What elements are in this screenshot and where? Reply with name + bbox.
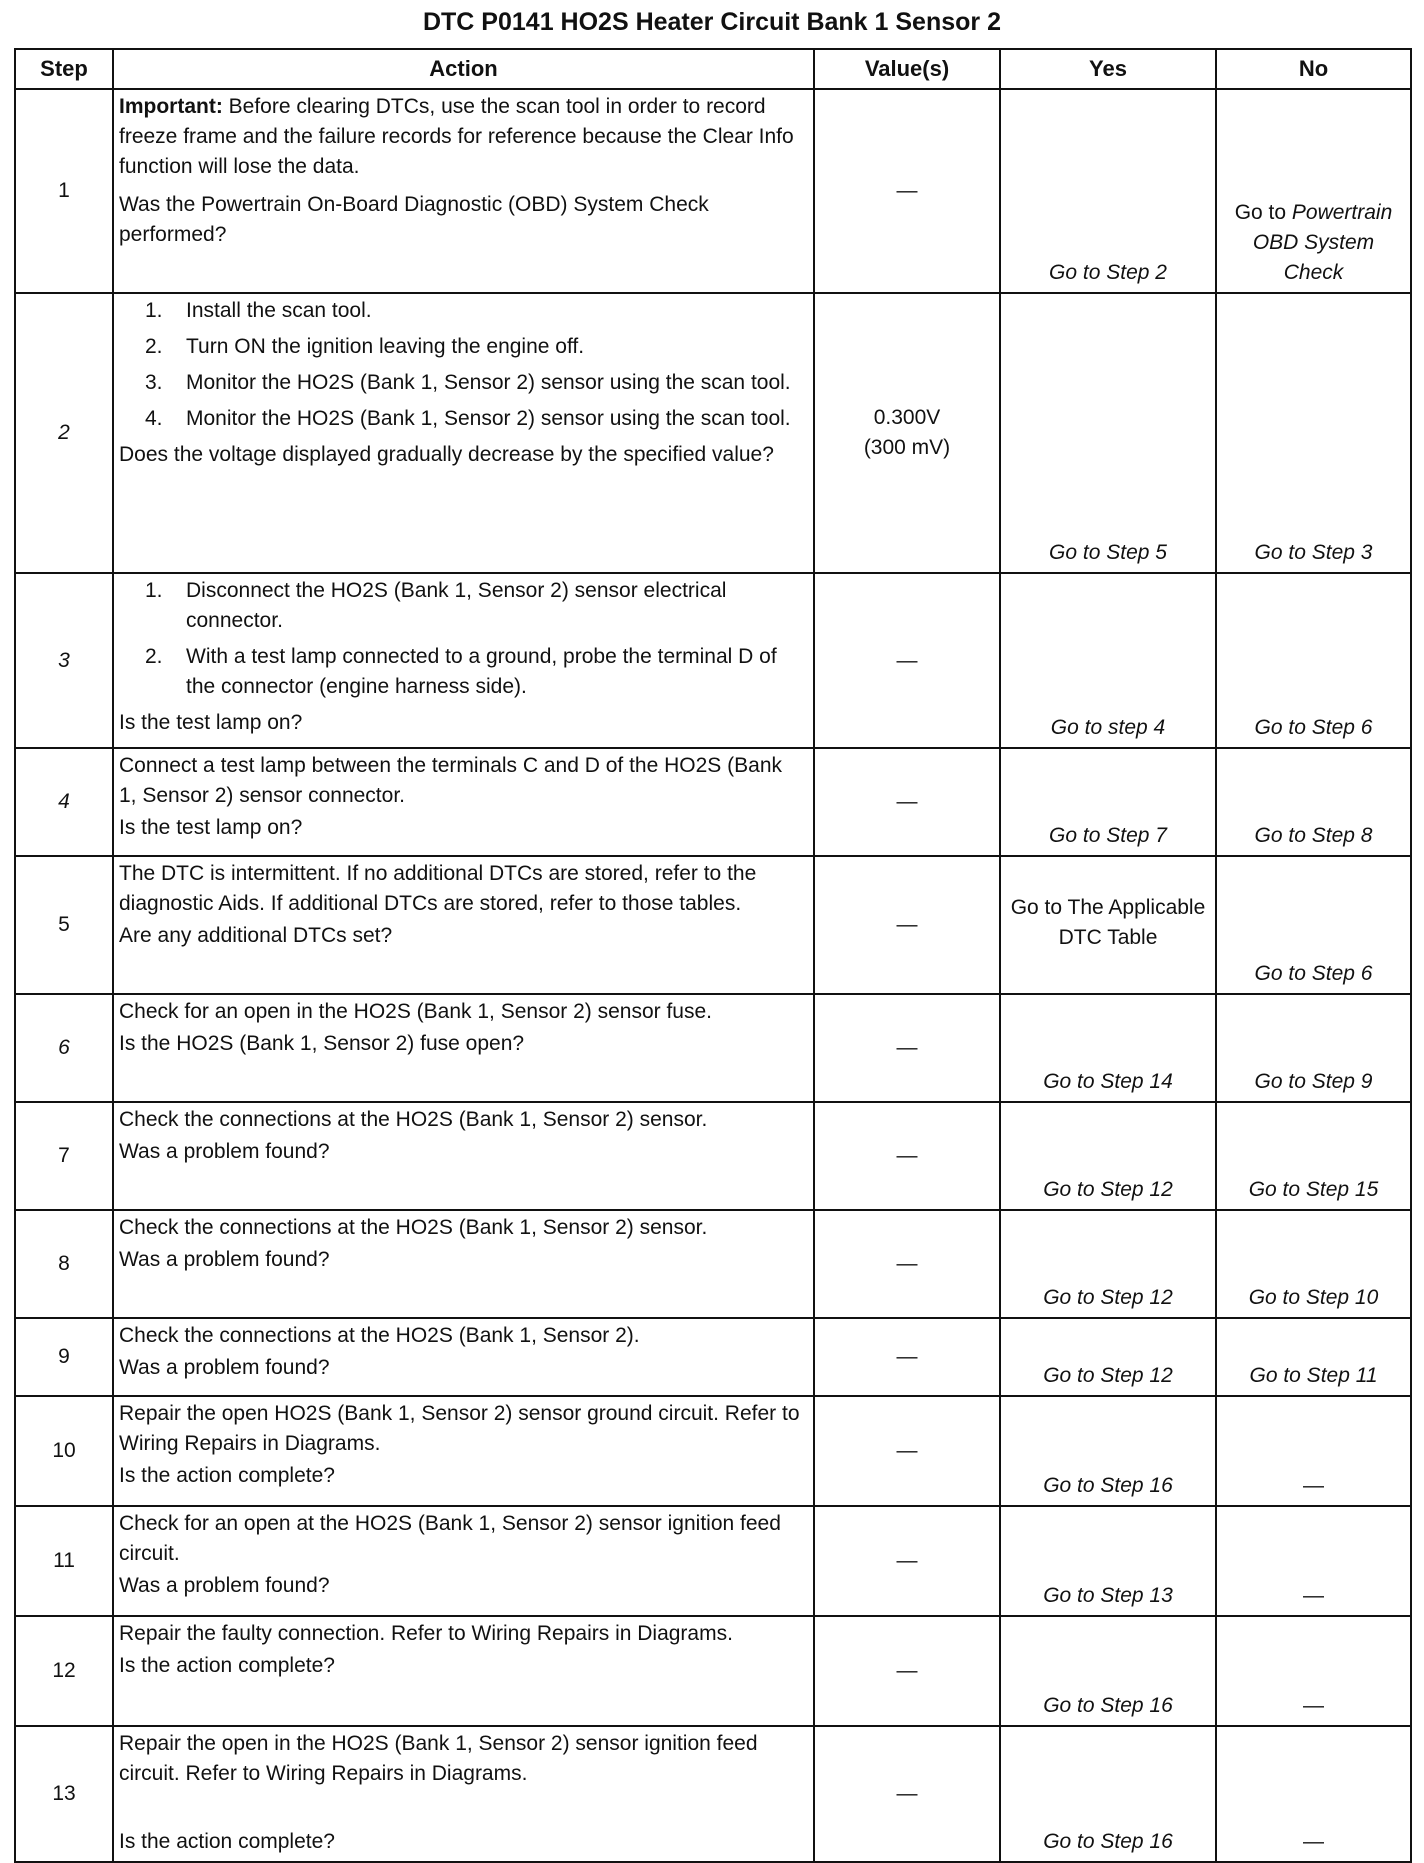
step-number: 6: [15, 994, 113, 1102]
action-cell: [113, 293, 814, 573]
step-number: 7: [15, 1102, 113, 1210]
step-text: Connect a test lamp between the terminals C and D of the HO2S (Bank 1, Sensor 2) sensor connector.: [119, 754, 783, 807]
action-cell: [113, 89, 814, 293]
list-item: 1. Install the scan tool.: [145, 299, 372, 322]
step-number: 8: [15, 1210, 113, 1318]
step-question: Was a problem found?: [119, 1140, 330, 1163]
list-item: 2. With a test lamp connected to a ground, probe the terminal D of the connector (engine harness side).: [145, 645, 777, 698]
table-row: [15, 1616, 1411, 1726]
step-text: Check the connections at the HO2S (Bank 1, Sensor 2) sensor.: [119, 1216, 708, 1239]
value-cell: —: [814, 573, 1000, 748]
step-question: Is the test lamp on?: [119, 711, 303, 734]
step-text: Repair the open HO2S (Bank 1, Sensor 2) sensor ground circuit. Refer to Wiring Repairs in Diagrams.: [119, 1402, 800, 1455]
yes-link[interactable]: Go to Step 12: [1000, 1318, 1216, 1396]
table-row: [15, 1318, 1411, 1396]
value-cell: —: [814, 1726, 1000, 1862]
step-text: Check the connections at the HO2S (Bank 1, Sensor 2).: [119, 1324, 640, 1347]
no-cell: —: [1216, 1726, 1411, 1862]
step-number: 13: [15, 1726, 113, 1862]
yes-link[interactable]: Go to Step 5: [1000, 293, 1216, 573]
step-question: Are any additional DTCs set?: [119, 924, 393, 947]
action-cell: [113, 1726, 814, 1862]
table-row: [15, 1102, 1411, 1210]
list-item: 2. Turn ON the ignition leaving the engine off.: [145, 335, 585, 358]
list-item: 4. Monitor the HO2S (Bank 1, Sensor 2) sensor using the scan tool.: [145, 407, 791, 430]
no-link[interactable]: Go to Step 15: [1216, 1102, 1411, 1210]
no-link[interactable]: Go to Step 3: [1216, 293, 1411, 573]
table-header-row: [15, 49, 1411, 89]
important-label: Important:: [119, 95, 223, 118]
value-cell: —: [814, 89, 1000, 293]
table-row: [15, 856, 1411, 994]
action-cell: [113, 994, 814, 1102]
value-cell: —: [814, 856, 1000, 994]
header-values: Value(s): [814, 49, 1000, 89]
step-question: Was a problem found?: [119, 1574, 330, 1597]
no-link[interactable]: Go to Step 6: [1216, 856, 1411, 994]
yes-link[interactable]: Go to Step 16: [1000, 1726, 1216, 1862]
step-question: Is the action complete?: [119, 1654, 335, 1677]
value-cell: —: [814, 994, 1000, 1102]
value-cell: [814, 293, 1000, 573]
step-text: Repair the open in the HO2S (Bank 1, Sensor 2) sensor ignition feed circuit. Refer to Wiring Repairs in Diagrams.: [119, 1732, 758, 1785]
no-link[interactable]: Go to Step 8: [1216, 748, 1411, 856]
no-cell: —: [1216, 1396, 1411, 1506]
important-note: [119, 92, 805, 182]
no-cell: —: [1216, 1616, 1411, 1726]
value-cell: —: [814, 1396, 1000, 1506]
action-cell: [113, 1102, 814, 1210]
no-link[interactable]: Go to Step 6: [1216, 573, 1411, 748]
list-item: 1. Disconnect the HO2S (Bank 1, Sensor 2) sensor electrical connector.: [145, 579, 727, 632]
header-action: Action: [113, 49, 814, 89]
step-question: Was the Powertrain On-Board Diagnostic (OBD) System Check performed?: [119, 193, 709, 246]
value-cell: —: [814, 1102, 1000, 1210]
value-cell: —: [814, 1506, 1000, 1616]
header-step: Step: [15, 49, 113, 89]
header-yes: Yes: [1000, 49, 1216, 89]
table-row: [15, 1210, 1411, 1318]
page-title: DTC P0141 HO2S Heater Circuit Bank 1 Sensor 2: [422, 8, 1001, 36]
action-cell: [113, 1210, 814, 1318]
table-row: [15, 89, 1411, 293]
step-text: Check the connections at the HO2S (Bank 1, Sensor 2) sensor.: [119, 1108, 708, 1131]
no-cell[interactable]: [1216, 89, 1411, 293]
no-prefix: Go to: [1234, 201, 1292, 224]
table-row: [15, 1396, 1411, 1506]
yes-link[interactable]: Go to Step 13: [1000, 1506, 1216, 1616]
no-link[interactable]: Go to Step 9: [1216, 994, 1411, 1102]
value-cell: —: [814, 1318, 1000, 1396]
value-voltage: 0.300V: [873, 406, 941, 429]
action-cell: [113, 748, 814, 856]
yes-link[interactable]: Go to Step 16: [1000, 1616, 1216, 1726]
step-text: The DTC is intermittent. If no additional DTCs are stored, refer to the diagnostic Aids. If additional DTCs are stored, refer to those tables.: [119, 862, 757, 915]
yes-link[interactable]: Go to Step 7: [1000, 748, 1216, 856]
step-number: 2: [15, 293, 113, 573]
action-cell: [113, 1396, 814, 1506]
header-no: No: [1216, 49, 1411, 89]
table-row: [15, 994, 1411, 1102]
step-text: Check for an open at the HO2S (Bank 1, Sensor 2) sensor ignition feed circuit.: [119, 1512, 781, 1565]
step-question: Does the voltage displayed gradually decrease by the specified value?: [119, 443, 774, 466]
action-list: [119, 296, 805, 434]
step-question: Is the HO2S (Bank 1, Sensor 2) fuse open?: [119, 1032, 525, 1055]
yes-link[interactable]: Go to Step 2: [1000, 89, 1216, 293]
yes-link[interactable]: Go to step 4: [1000, 573, 1216, 748]
table-row: [15, 293, 1411, 573]
list-item: 3. Monitor the HO2S (Bank 1, Sensor 2) sensor using the scan tool.: [145, 371, 791, 394]
step-number: 4: [15, 748, 113, 856]
step-number: 12: [15, 1616, 113, 1726]
action-cell: [113, 1616, 814, 1726]
value-cell: —: [814, 1616, 1000, 1726]
step-number: 11: [15, 1506, 113, 1616]
step-question: Is the action complete?: [119, 1464, 335, 1487]
step-question: Was a problem found?: [119, 1356, 330, 1379]
step-question: Was a problem found?: [119, 1248, 330, 1271]
yes-link[interactable]: Go to Step 14: [1000, 994, 1216, 1102]
yes-link[interactable]: Go to Step 16: [1000, 1396, 1216, 1506]
value-millivolts: (300 mV): [863, 436, 951, 459]
yes-link[interactable]: Go to Step 12: [1000, 1210, 1216, 1318]
step-number: 1: [15, 89, 113, 293]
diagnostic-table: [14, 48, 1412, 1863]
value-cell: —: [814, 748, 1000, 856]
no-link[interactable]: Powertrain OBD System Check: [1252, 201, 1393, 284]
action-cell: [113, 1506, 814, 1616]
table-row: [15, 1506, 1411, 1616]
step-number: 3: [15, 573, 113, 748]
yes-link[interactable]: Go to Step 12: [1000, 1102, 1216, 1210]
important-text: Before clearing DTCs, use the scan tool in order to record freeze frame and the failure records for reference because the Clear Info function will lose the data.: [119, 95, 794, 178]
no-link[interactable]: Go to Step 11: [1216, 1318, 1411, 1396]
action-cell: [113, 573, 814, 748]
step-number: 9: [15, 1318, 113, 1396]
step-text: Repair the faulty connection. Refer to Wiring Repairs in Diagrams.: [119, 1622, 733, 1645]
action-list: [119, 576, 805, 702]
no-cell: —: [1216, 1506, 1411, 1616]
action-cell: [113, 856, 814, 994]
step-question: Is the test lamp on?: [119, 816, 303, 839]
table-row: [15, 573, 1411, 748]
table-row: [15, 1726, 1411, 1862]
step-text: Check for an open in the HO2S (Bank 1, Sensor 2) sensor fuse.: [119, 1000, 712, 1023]
yes-link[interactable]: Go to The Applicable DTC Table: [1000, 856, 1216, 994]
step-number: 5: [15, 856, 113, 994]
action-cell: [113, 1318, 814, 1396]
value-cell: —: [814, 1210, 1000, 1318]
table-row: [15, 748, 1411, 856]
no-link[interactable]: Go to Step 10: [1216, 1210, 1411, 1318]
step-question: Is the action complete?: [119, 1830, 335, 1853]
step-number: 10: [15, 1396, 113, 1506]
